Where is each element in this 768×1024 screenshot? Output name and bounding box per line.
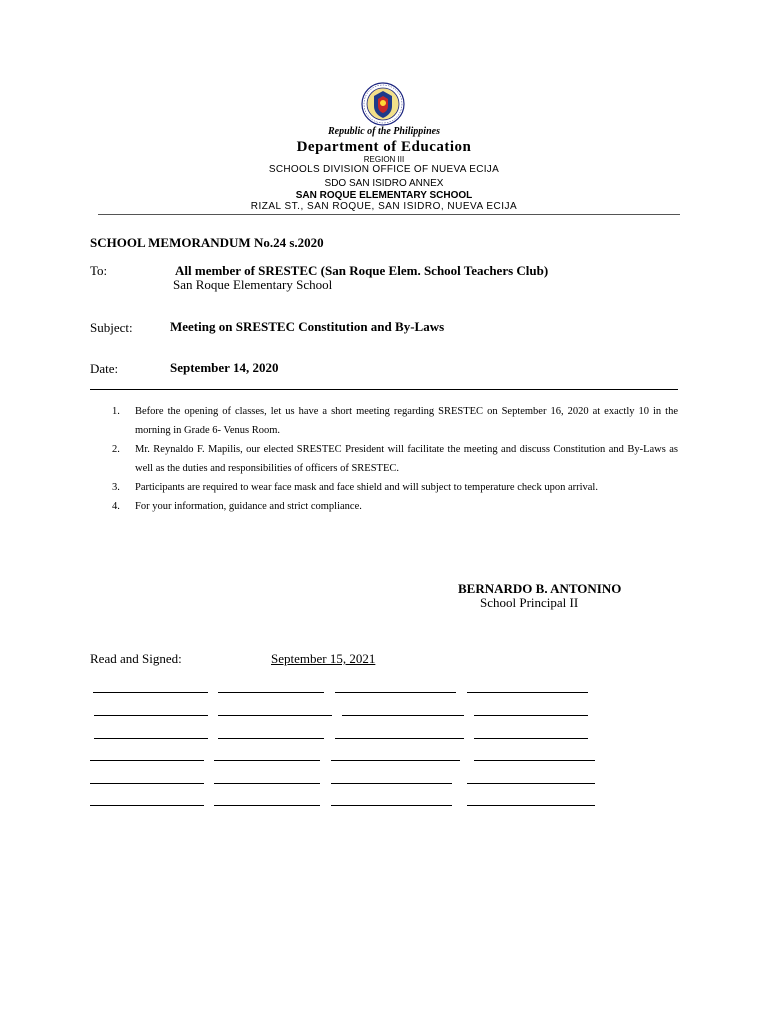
- signature-line: [94, 715, 208, 716]
- signature-line: [94, 738, 208, 739]
- signature-line: [474, 738, 588, 739]
- item-number: 3.: [112, 482, 120, 493]
- to-recipient: All member of SRESTEC (San Roque Elem. School Teachers Club): [175, 263, 549, 278]
- signature-line: [331, 805, 452, 806]
- item-number: 2.: [112, 444, 120, 455]
- signature-line: [474, 760, 595, 761]
- signature-line: [331, 783, 452, 784]
- signature-line: [214, 760, 320, 761]
- region-heading: REGION III: [363, 155, 405, 164]
- list-item: [108, 440, 678, 478]
- signature-line: [342, 715, 464, 716]
- memo-items: [108, 402, 678, 516]
- date-value: September 14, 2020: [170, 360, 279, 375]
- date-label: Date:: [90, 361, 119, 376]
- item-text: Mr. Reynaldo F. Mapilis, our elected SRESTEC President will facilitate the meeting and discuss Constitution and By-Laws as well as the duties and responsibilities of officers of SRESTEC.: [135, 444, 678, 474]
- school-heading: SAN ROQUE ELEMENTARY SCHOOL: [295, 190, 473, 201]
- deped-seal-icon: [361, 82, 405, 126]
- republic-heading: Republic of the Philippines: [328, 126, 440, 137]
- signature-line: [467, 783, 595, 784]
- signature-line: [331, 760, 460, 761]
- header-divider: [98, 214, 680, 215]
- signature-line: [474, 715, 588, 716]
- signature-line: [335, 692, 456, 693]
- signature-line: [467, 692, 588, 693]
- signatory-position: School Principal II: [480, 595, 579, 610]
- item-text: For your information, guidance and strict compliance.: [135, 501, 362, 512]
- item-number: 4.: [112, 501, 120, 512]
- signature-line: [90, 760, 204, 761]
- signature-line: [218, 738, 324, 739]
- address-heading: RIZAL ST., SAN ROQUE, SAN ISIDRO, NUEVA ECIJA: [250, 201, 518, 212]
- read-signed-date: September 15, 2021: [271, 651, 376, 666]
- signature-line: [218, 692, 324, 693]
- signatory-name: BERNARDO B. ANTONINO: [458, 581, 622, 596]
- memo-divider: [90, 389, 678, 390]
- item-text: Before the opening of classes, let us have a short meeting regarding SRESTEC on September 16, 2020 at exactly 10 in the morning in Grade 6- Venus Room.: [135, 406, 678, 436]
- item-number: 1.: [112, 406, 120, 417]
- read-signed-label: Read and Signed:: [90, 651, 182, 666]
- signature-line: [214, 805, 320, 806]
- signature-line: [90, 805, 204, 806]
- annex-heading: SDO SAN ISIDRO ANNEX: [324, 178, 444, 189]
- signature-line: [93, 692, 208, 693]
- list-item: [108, 478, 678, 497]
- signature-line: [214, 783, 320, 784]
- item-text: Participants are required to wear face mask and face shield and will subject to temperature check upon arrival.: [135, 482, 598, 493]
- subject-text: Meeting on SRESTEC Constitution and By-Laws: [170, 319, 445, 334]
- to-school: San Roque Elementary School: [173, 277, 333, 292]
- subject-label: Subject:: [90, 320, 133, 335]
- signature-line: [467, 805, 595, 806]
- department-heading: Department of Education: [296, 139, 472, 155]
- signature-line: [90, 783, 204, 784]
- division-heading: SCHOOLS DIVISION OFFICE OF NUEVA ECIJA: [268, 164, 500, 175]
- list-item: [108, 402, 678, 440]
- list-item: [108, 497, 678, 516]
- to-label: To:: [90, 263, 108, 278]
- signature-line: [218, 715, 332, 716]
- memo-title: SCHOOL MEMORANDUM No.24 s.2020: [90, 235, 324, 250]
- signature-line: [335, 738, 464, 739]
